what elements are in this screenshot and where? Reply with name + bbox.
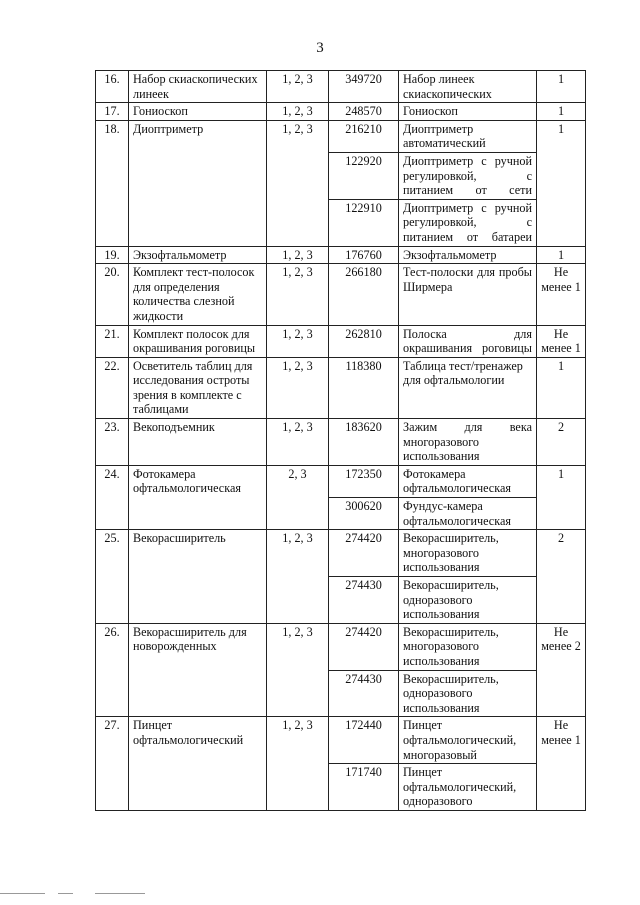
nomenclature-description: Фундус-камера офтальмологическая [399,498,537,530]
row-number: 22. [96,357,129,418]
equipment-name: Векорасширитель для новорожденных [129,623,267,717]
table-row [96,419,586,466]
equipment-name: Фотокамера офтальмологическая [129,465,267,529]
nomenclature-description: Пинцет офтальмологический, многоразовый [399,717,537,764]
row-number: 21. [96,325,129,357]
facility-classes: 1, 2, 3 [267,623,329,717]
nomenclature-code: 349720 [329,71,399,103]
row-number: 18. [96,120,129,246]
table-row [96,264,586,325]
table-row [96,103,586,121]
facility-classes: 1, 2, 3 [267,419,329,466]
facility-classes: 1, 2, 3 [267,717,329,811]
row-number: 23. [96,419,129,466]
facility-classes: 1, 2, 3 [267,530,329,624]
nomenclature-code: 266180 [329,264,399,325]
nomenclature-description: Фотокамера офтальмологическая [399,465,537,497]
nomenclature-code: 274420 [329,623,399,670]
facility-classes: 1, 2, 3 [267,103,329,121]
nomenclature-code: 171740 [329,764,399,811]
row-number: 20. [96,264,129,325]
nomenclature-code: 172350 [329,465,399,497]
nomenclature-description: Тест-полоски для пробы Ширмера [399,264,537,325]
nomenclature-code: 274430 [329,577,399,624]
scan-artifact-line [95,893,145,894]
facility-classes: 1, 2, 3 [267,120,329,246]
facility-classes: 1, 2, 3 [267,357,329,418]
facility-classes: 2, 3 [267,465,329,529]
equipment-table-body [96,71,586,811]
equipment-name: Векоподъемник [129,419,267,466]
equipment-name: Диоптриметр [129,120,267,246]
nomenclature-code: 274430 [329,670,399,717]
nomenclature-description: Пинцет офтальмологический, одноразового [399,764,537,811]
required-quantity: Не менее 1 [537,325,586,357]
required-quantity: 1 [537,103,586,121]
facility-classes: 1, 2, 3 [267,264,329,325]
required-quantity: 1 [537,465,586,529]
equipment-name: Экзофтальмометр [129,246,267,264]
row-number: 26. [96,623,129,717]
nomenclature-code: 122920 [329,152,399,199]
facility-classes: 1, 2, 3 [267,71,329,103]
equipment-name: Пинцет офтальмологический [129,717,267,811]
row-number: 24. [96,465,129,529]
nomenclature-code: 172440 [329,717,399,764]
required-quantity: Не менее 1 [537,264,586,325]
nomenclature-description: Диоптриметр с ручной регулировкой, с питанием от сети [399,152,537,199]
equipment-name: Комплект полосок для окрашивания роговицы [129,325,267,357]
required-quantity: 1 [537,357,586,418]
nomenclature-description: Векорасширитель, многоразового использования [399,530,537,577]
nomenclature-code: 176760 [329,246,399,264]
facility-classes: 1, 2, 3 [267,325,329,357]
row-number: 16. [96,71,129,103]
equipment-table [95,70,586,811]
equipment-name: Комплект тест-полосок для определения количества слезной жидкости [129,264,267,325]
nomenclature-code: 122910 [329,199,399,246]
equipment-name: Набор скиаскопических линеек [129,71,267,103]
table-row [96,357,586,418]
table-row [96,120,586,152]
table-row [96,717,586,764]
table-row [96,465,586,497]
table-row [96,71,586,103]
nomenclature-code: 183620 [329,419,399,466]
nomenclature-description: Диоптриметр автоматический [399,120,537,152]
equipment-name: Векорасширитель [129,530,267,624]
scan-artifact-line [0,893,45,894]
facility-classes: 1, 2, 3 [267,246,329,264]
nomenclature-code: 300620 [329,498,399,530]
scan-artifact-line [58,893,73,894]
nomenclature-description: Векорасширитель, многоразового использования [399,623,537,670]
nomenclature-code: 118380 [329,357,399,418]
row-number: 27. [96,717,129,811]
nomenclature-code: 262810 [329,325,399,357]
nomenclature-code: 274420 [329,530,399,577]
table-row [96,530,586,577]
row-number: 19. [96,246,129,264]
page-number: 3 [316,40,324,56]
nomenclature-description: Диоптриметр с ручной регулировкой, с питанием от батареи [399,199,537,246]
nomenclature-description: Экзофтальмометр [399,246,537,264]
row-number: 17. [96,103,129,121]
nomenclature-description: Зажим для века многоразового использования [399,419,537,466]
required-quantity: 1 [537,120,586,246]
nomenclature-description: Векорасширитель, одноразового использования [399,577,537,624]
row-number: 25. [96,530,129,624]
equipment-name: Осветитель таблиц для исследования остроты зрения в комплекте с таблицами [129,357,267,418]
nomenclature-description: Гониоскоп [399,103,537,121]
nomenclature-code: 216210 [329,120,399,152]
table-row [96,623,586,670]
required-quantity: Не менее 2 [537,623,586,717]
nomenclature-description: Набор линеек скиаскопических [399,71,537,103]
equipment-name: Гониоскоп [129,103,267,121]
table-row [96,246,586,264]
nomenclature-description: Таблица тест/тренажер для офтальмологии [399,357,537,418]
required-quantity: Не менее 1 [537,717,586,811]
nomenclature-code: 248570 [329,103,399,121]
required-quantity: 2 [537,419,586,466]
nomenclature-description: Полоска для окрашивания роговицы [399,325,537,357]
required-quantity: 1 [537,246,586,264]
required-quantity: 2 [537,530,586,624]
nomenclature-description: Векорасширитель, одноразового использования [399,670,537,717]
table-row [96,325,586,357]
required-quantity: 1 [537,71,586,103]
